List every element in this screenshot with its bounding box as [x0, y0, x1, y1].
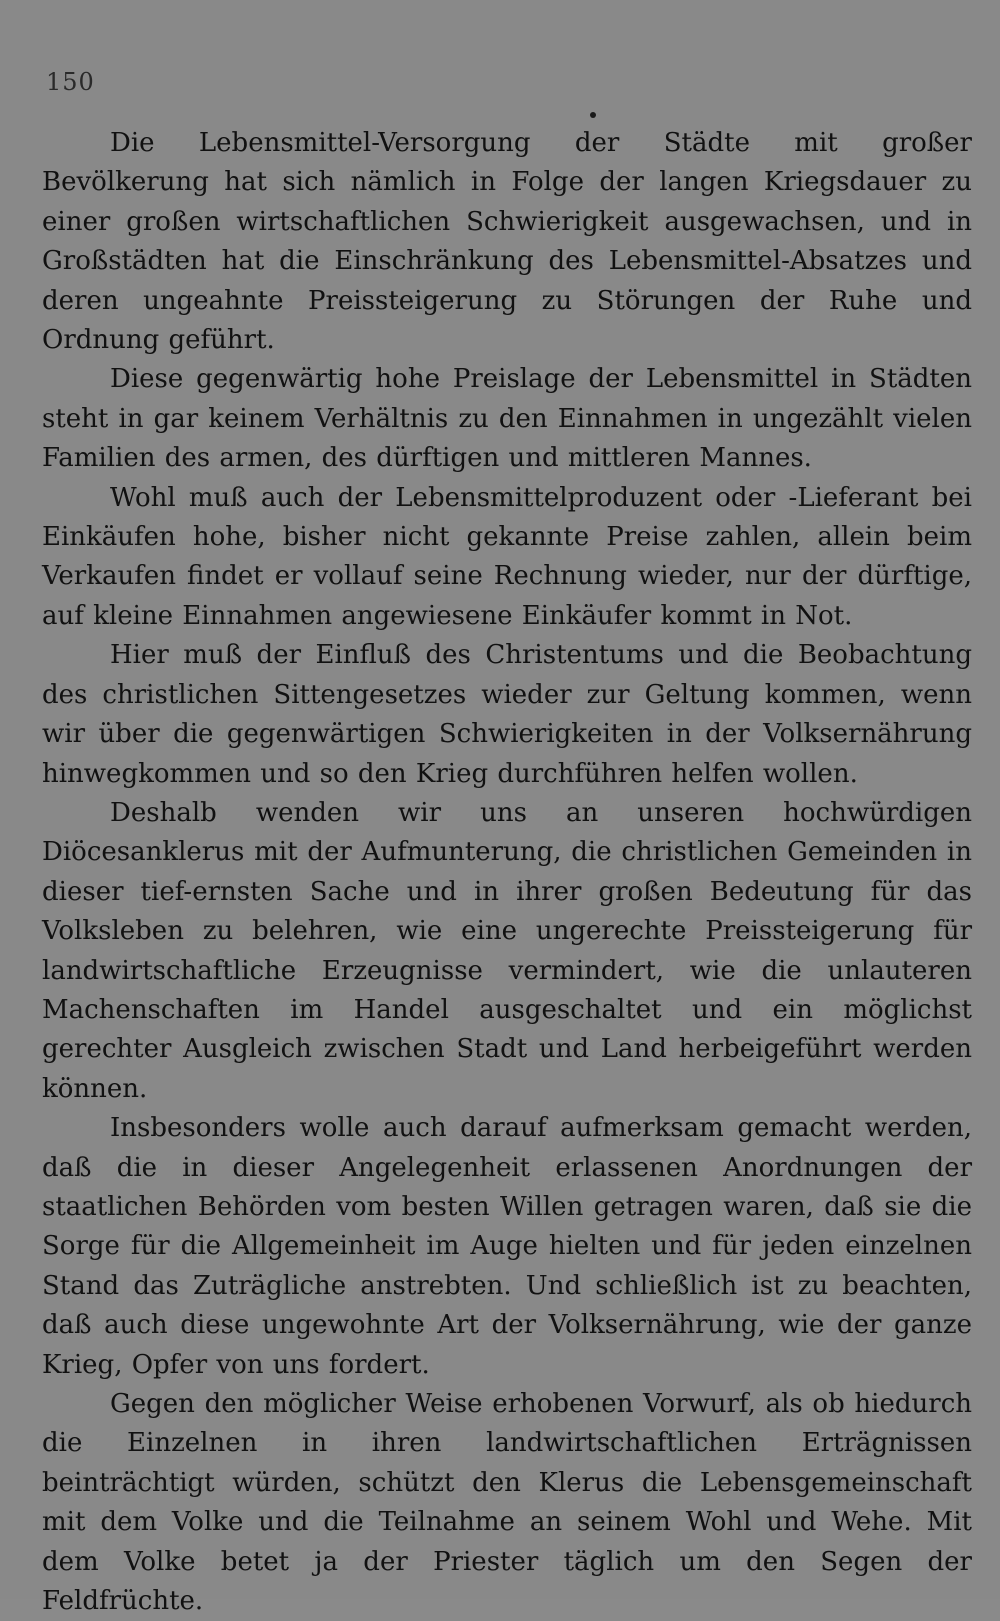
paragraph-2: Diese gegenwärtig hohe Preislage der Lebensmittel in Städten steht in gar keinem Verhältnis zu den Einnahmen in ungezählt vielen Familien des armen, des dürftigen und mittleren Mannes. [42, 364, 972, 474]
body-text [42, 124, 972, 1621]
paragraph-5: Deshalb wenden wir uns an unseren hochwürdigen Diöcesanklerus mit der Aufmunterung, die christlichen Gemeinden in dieser tief-ernsten Sache und in ihrer großen Bedeutung für das Volksleben zu belehren, wie eine ungerechte Preissteigerung für landwirtschaftliche Erzeugnisse vermindert, wie die unlauteren Machenschaften im Handel ausgeschaltet und ein möglichst gerechter Ausgleich zwischen Stadt und Land herbeigeführt werden können. [42, 797, 972, 1104]
paragraph-6: Insbesonders wolle auch darauf aufmerksam gemacht werden, daß die in dieser Angelegenheit erlassenen Anordnungen der staatlichen Behörden vom besten Willen getragen waren, daß sie die Sorge für die Allgemeinheit im Auge hielten und für jeden einzelnen Stand das Zuträgliche anstrebten. Und schließlich ist zu beachten, daß auch diese ungewohnte Art der Volksernährung, wie der ganze Krieg, Opfer von uns fordert. [42, 1113, 972, 1380]
page-number: 150 [46, 68, 95, 96]
paragraph-7: Gegen den möglicher Weise erhobenen Vorwurf, als ob hiedurch die Einzelnen in ihren landwirtschaftlichen Erträgnissen beinträchtigt würden, schützt den Klerus die Lebensgemeinschaft mit dem Volke und die Teilnahme an seinem Wohl und Wehe. Mit dem Volke betet ja der Priester täglich um den Segen der Feldfrüchte. [42, 1389, 972, 1617]
paragraph-4: Hier muß der Einfluß des Christentums und die Beobachtung des christlichen Sittengesetzes wieder zur Geltung kommen, wenn wir über die gegenwärtigen Schwierigkeiten in der Volksernährung hinwegkommen und so den Krieg durchführen helfen wollen. [42, 640, 972, 789]
paragraph-3: Wohl muß auch der Lebensmittelproduzent oder -Lieferant bei Einkäufen hohe, bisher nicht gekannte Preise zahlen, allein beim Verkaufen findet er vollauf seine Rechnung wieder, nur der dürftige, auf kleine Einnahmen angewiesene Einkäufer kommt in Not. [42, 482, 972, 631]
ink-speck [590, 112, 596, 118]
paragraph-1: Die Lebensmittel-Versorgung der Städte mit großer Bevölkerung hat sich nämlich in Folge der langen Kriegsdauer zu einer großen wirtschaftlichen Schwierigkeit ausgewachsen, und in Großstädten hat die Einschränkung des Lebensmittel-Absatzes und deren ungeahnte Preissteigerung zu Störungen der Ruhe und Ordnung geführt. [42, 128, 972, 356]
